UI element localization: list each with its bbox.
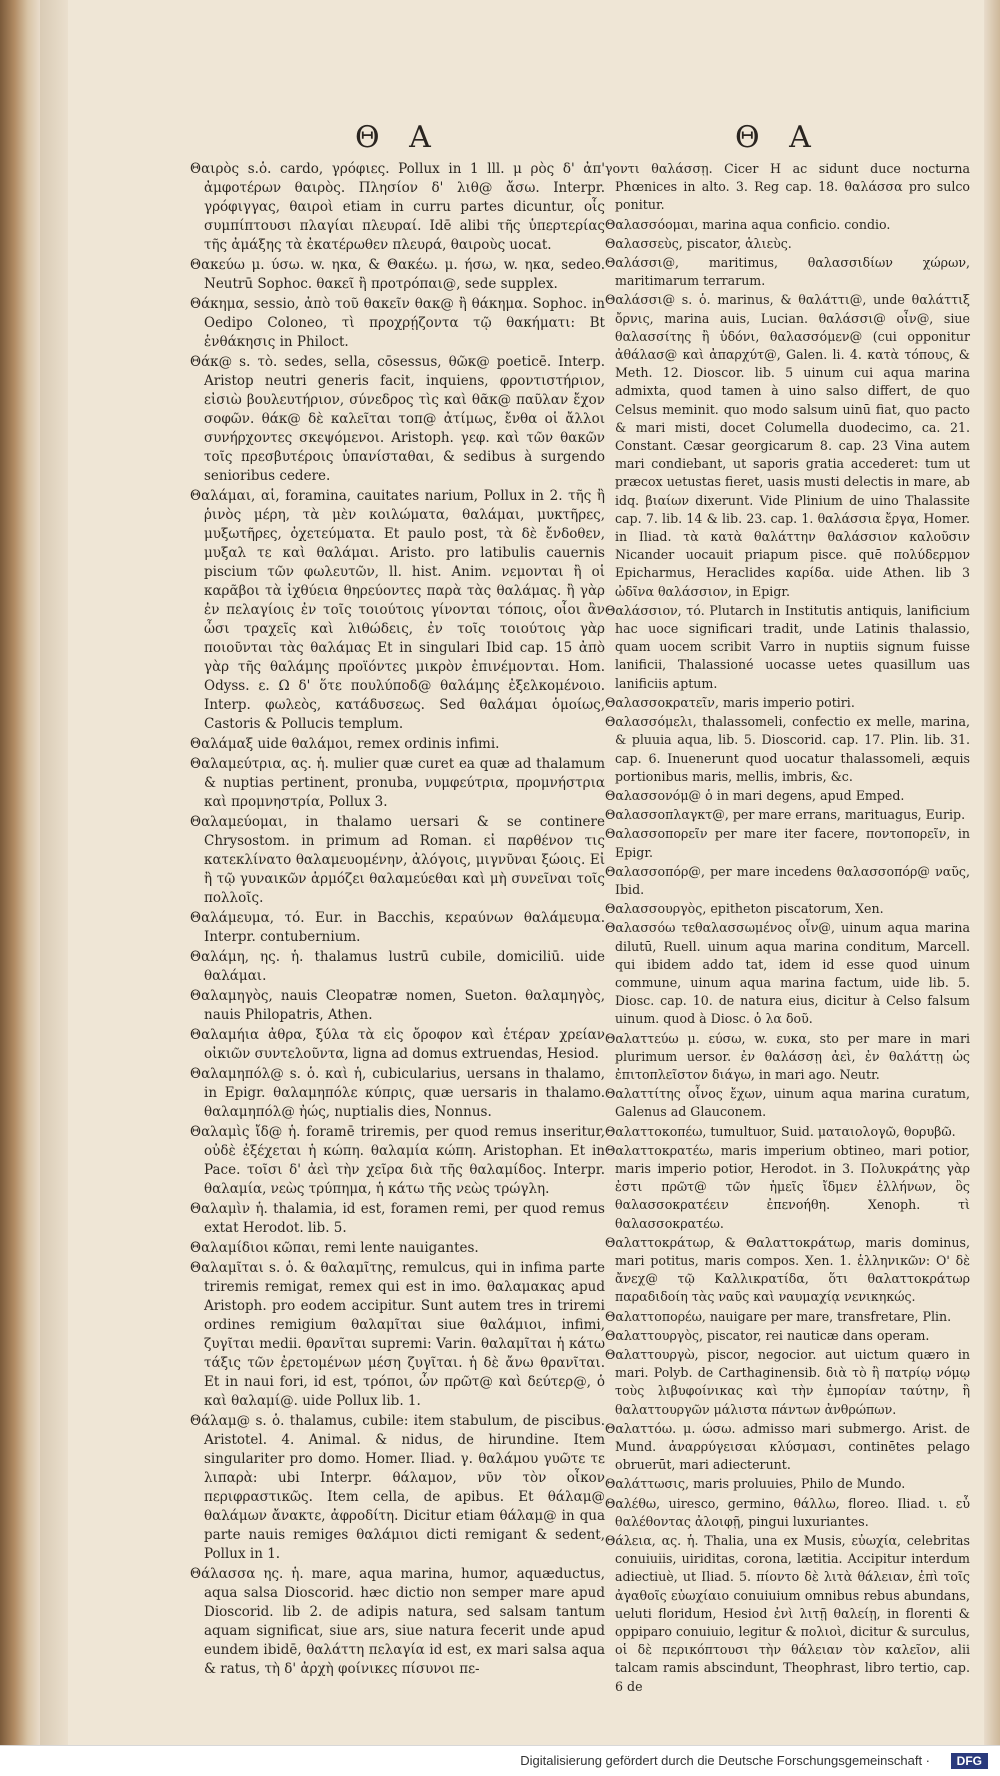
dictionary-entry: Θαλαμήια ἀθρα, ξύλα τὰ εἰς ὄροφον καὶ ἑτέραν χρείαν οἰκιῶν συντελοῦντα, ligna ad domus extruendas, Hesiod. [190,1027,605,1062]
dictionary-entry: Θαλάμαξ uide θαλάμοι, remex ordinis infimi. [190,736,500,752]
page-fore-edge [984,0,1000,1745]
dictionary-entry: Θαλαττίτης οἶνος ἔχων, uinum aqua marina curatum, Galenus ad Glauconem. [605,1086,970,1120]
dictionary-entry: Θάκ@ s. τὸ. sedes, sella, cōsessus, θῶκ@ poeticē. Interp. Aristop neutri generis facit, inquiens, φροντιστήριον, εἰσιὼ βουλευτήριον, σύνεδρος τὶς καὶ θᾶκ@ παῦλαν ἔχον σοφῶν. θάκ@ δὲ καλεῖται τοπ@ ἀτίμως, ἔνθα οἱ ἄλλοι συνήρχοντες σκεψόμενοι. Aristoph. γεφ. καὶ τῶν θακῶν τοῖς πρεσβυτέροις ὑπανίσταθαι, & sedibus à surgendo senioribus cedere. [190,354,605,484]
dictionary-entry: Θαλασσοπορεῖν per mare iter facere, ποντοπορεῖν, in Epigr. [605,826,970,860]
dictionary-entry: Θαλαττοπορέω, nauigare per mare, transfretare, Plin. [605,1308,952,1324]
dictionary-entry: Θαιρὸς s.ὁ. cardo, γρόφιες. Pollux in 1 lll. μ ρὸς δ' ἀπ' ἀμφοτέρων θαιρὸς. Πλησίον δ' λιθ@ ἄσω. Interpr. γρόφιγγας, θαιροὶ etiam in curru partes dicuntur, οἷς συμπίπτουσι πλαγίαι πλευραί. Idē alibi τῆς ὑπερτερίας τῆς ἀμάξης τὰ ἐκατέρωθεν πλευρά, θαιροὺς uocat. [190,161,605,253]
dictionary-entry: Θάλεια, ας. ἡ. Thalia, una ex Musis, εὐωχία, celebritas conuiuiis, uiriditas, corona, lætitia. Accipitur interdum adiectiuè, ut Iliad. 5. πίοντο δὲ λιτὰ θάλειαν, ἐπὶ τοῖς ἀγαθοῖς εὐωχίαιο conuiuium omnibus rebus abundans, ueluti floridum, Hesiod ἐνὶ λιτῇ θαλείῃ, in florenti & oppiparo conuiuio, legitur & πολιοὶ, dicitur & surculus, οἱ δὲ περικόπτουσι τὴν θάλειαν τὸν καλεῖον, alii talcam ramis abscindunt, Theophrast, libro tertio, cap. 6 de [605,1533,970,1694]
dictionary-entry: Θαλάμη, ης. ἡ. thalamus lustrū cubile, domiciliū. uide θαλάμαι. [190,949,605,984]
dictionary-entry: Θαλέθω, uiresco, germino, θάλλω, floreo. Iliad. ι. εὖ θαλέθοντας ἀλοιφῇ, pingui luxuriantes. [605,1495,970,1529]
dictionary-entry: Θαλαμεύομαι, in thalamo uersari & se continere Chrysostom. in primum ad Roman. εἰ παρθένον τις κατεκλίνατο θαλαμευομένην, ἀλόγοις, μιγνῦναι ξώοις. Εἰ ἢ τῷ γυναικῶν ἁρμόζει θαλαμεύεθαι καὶ μὴ συνεῖναι τοῖς πολλοῖς. [190,814,605,906]
left-column [190,160,605,1680]
book-spine [0,0,40,1745]
dictionary-entry: Θαλαττουργὸς, piscator, rei nauticæ dans operam. [605,1327,930,1343]
dictionary-entry: Θάλασσα ης. ἡ. mare, aqua marina, humor, aquæductus, aqua salsa Dioscorid. hæc dictio non semper mare apud Dioscorid. lib 2. de adipis natura, sed salsam tantum aquam significat, siue ars, siue natura fecerit unde apud eundem ibidē, θαλάττη πελαγία id est, ex mari salsa aqua & ratus, τὴ δ' ἀρχὴ φοίνικες πίσυνοι πε- [190,1566,605,1677]
dictionary-entry: Θαλάττωσις, maris proluuies, Philo de Mundo. [605,1476,906,1492]
dictionary-entry: Θαλαμεύτρια, ας. ἡ. mulier quæ curet ea quæ ad thalamum & nuptias pertinent, pronuba, νυμφεύτρια, προμνήστρια καὶ προμνηστρία, Pollux 3. [190,756,605,810]
dictionary-entry: Θαλαττόω. μ. ώσω. admisso mari submergo. Arist. de Mund. ἀναρρύγεισαι κλύσμασι, continētes pelago obruerūt, mari adiecterunt. [605,1420,970,1473]
dictionary-entry: Θαλασσόομαι, marina aqua conficio. condio. [605,216,891,232]
dictionary-entry: Θάλαμ@ s. ὁ. thalamus, cubile: item stabulum, de piscibus. Aristotel. 4. Animal. & nidus, de hirundine. Item singulariter pro domo. Homer. Iliad. γ. θαλάμου γυῶτε τε λιπαρὰ: ubi Interpr. θάλαμον, νῦν τὸν οἶκον περιφραστικῶς. Item cella, de apibus. Et θάλαμ@ θαλάμων ἄνακτε, ἀφροδίτη. Dicitur etiam θάλαμ@ in qua parte nauis remiges θαλάμιοι dicti remigant & sedent, Pollux in 1. [190,1413,605,1562]
digitization-footer [0,1745,1000,1776]
dictionary-entry: Θαλαμὶν ἡ. thalamia, id est, foramen remi, per quod remus extat Herodot. lib. 5. [190,1201,605,1236]
dictionary-entry: Θαλαττεύω μ. εύσω, w. ευκα, sto per mare in mari plurimum uersor. ἐν θαλάσσῃ ἀεὶ, ἐν θαλάττῃ ὡς ἐπιτοπλεῖστον διάγω, in mari ago. Neutr. [605,1030,970,1082]
dfg-logo-icon: DFG [951,1753,988,1769]
dictionary-entry: Θαλαμῖται s. ὁ. & θαλαμῖτης, remulcus, qui in infima parte triremis remigat, remex qui est in imo. θαλαμακας apud Aristoph. pro eodem accipitur. Sunt autem tres in triremi ordines remigium θαλαμῖται siue θαλάμιοι, infimi, ζυγῖται medii. θρανῖται supremi: Varin. θαλαμῖται ἡ κάτω τάξις τῶν ἐρετομένων μέση ζυγῖται. ἡ δὲ ἄνω θρανῖται. Et in naui fori, id est, τρόποι, ὧν πρῶτ@ καὶ δεύτερ@, ὁ καὶ θαλαμί@. uide Pollux lib. 1. [190,1260,605,1409]
dictionary-entry: γοντι θαλάσσῃ. Cicer H ac sidunt duce nocturna Phœnices in alto. 3. Reg cap. 18. θαλάσσα pro sulco ponitur. [605,161,970,213]
right-column [605,160,970,1697]
dictionary-entry: Θαλασσεὺς, piscator, ἁλιεὺς. [605,235,792,251]
dictionary-entry: Θαλαττοκοπέω, tumultuor, Suid. ματαιολογῶ, θορυβῶ. [605,1123,956,1139]
dictionary-entry: Θαλασσόμελι, thalassomeli, confectio ex melle, marina, & pluuia aqua, lib. 5. Dioscorid. cap. 17. Plin. lib. 31. cap. 6. Inuenerunt quod uocatur thalassomeli, æquis portionibus maris, mellis, imbris, &c. [605,714,970,784]
dictionary-entry: Θαλαττουργὼ, piscor, negocior. aut uictum quæro in mari. Polyb. de Carthaginensib. διὰ τὸ ἢ πατρίῳ νόμῳ τοὺς λιβυφοίνικας καὶ τὴν ἐμπορίαν ταύτην, ἢ θαλαττουργῶν μάλιστα πάντων ἀνθρώπων. [605,1347,970,1417]
dictionary-entry: Θαλάσσι@ s. ὁ. marinus, & θαλάττι@, unde θαλάττιξ ὄρνις, marina auis, Lucian. θαλάσσι@ οἶν@, siue θαλασσίτης ἢ ὑδόνι, θαλασσόμεν@ (cui opponitur ἀθάλασ@ καὶ ἀπαρχύτ@, Galen. li. 4. κατὰ τόπους, & Meth. 12. Dioscor. lib. 5 uinum cui aqua marina admixta, quod tamen à uino salso differt, de quo Celsus meminit. quo modo salsum uinū fiat, quo pacto & mari misti, docet Columella duodecimo, ca. 21. Constant. Cæsar georgicarum 8. cap. 23 Vina autem mari condiebant, ut saporis gratia accederet: tum ut præcox uetustas fieret, uasis musti delectis in mare, ab idq. βιαίων dixerunt. Vide Plinium de uino Thalassite cap. 7. lib. 14 & lib. 23. cap. 1. θαλάσσια ἔργα, Homer. in Iliad. τὰ κατὰ θαλάττην θαλάσσιον καλοῦσιν Nicander uocauit priapum pisce. quē πολύδερμον Epicharmus, Heraclides καρίδα. uide Athen. lib 3 ὠδῖνα θαλάσσιον, in Epigr. [605,292,970,599]
dictionary-entry: Θαλασσονόμ@ ὁ in mari degens, apud Emped. [605,787,905,803]
dictionary-entry: Θαλαμίδιοι κῶπαι, remi lente nauigantes. [190,1240,479,1256]
dictionary-entry: Θαλαμὶς ἴδ@ ἡ. foramē triremis, per quod remus inseritur, οὐδὲ ἐξέχεται ἡ κώπη. θαλαμία κώπη. Aristophan. Et in Pace. τοῖσι δ' ἀεὶ τὴν χεῖρα διὰ τῆς θαλαμίδος. Interpr. θαλαμία, νεὼς τρύπημα, ἡ κάτω τῆς νεὼς τρώγλη. [190,1124,605,1197]
dictionary-entry: Θάκημα, sessio, ἀπὸ τοῦ θακεῖν θακ@ ἢ θάκημα. Sophoc. in Oedipo Coloneo, τὶ προχρῄζοντα τῷ θακήματι: Bt ἑνθάκησις in Philoct. [190,296,605,350]
dictionary-entry: Θαλαττοκράτωρ, & Θαλαττοκράτωρ, maris dominus, mari potitus, maris compos. Xen. 1. ἑλληνικῶν: Ο' δὲ ἄνεχ@ τῷ Καλλικρατίδα, ὅτι θαλαττοκράτωρ παραδιδοίη τὰς ναῦς καὶ ναυμαχίᾳ νενικηκώς. [605,1234,970,1305]
dictionary-entry: Θαλάσσιον, τό. Plutarch in Institutis antiquis, lanificium hac uoce significari tradit, unde Latinis thalassio, quam uocem scribit Varro in nuptiis signum fuisse lanificii, Thalassioné uocasse uetes quasillum uas lanificiis aptum. [605,602,970,691]
dictionary-entry: Θακεύω μ. ύσω. w. ηκα, & Θακέω. μ. ήσω, w. ηκα, sedeo. Neutrū Sophoc. θακεῖ ἢ προτρόπαι@, sede supplex. [190,257,605,292]
dictionary-entry: Θαλασσοπόρ@, per mare incedens θαλασσοπόρ@ ναῦς, Ibid. [605,863,970,897]
dictionary-entry: Θαλαττοκρατέω, maris imperium obtineo, mari potior, maris imperio potior, Herodot. in 3. Πολυκράτης γὰρ ἐστι πρῶτ@ τῶν ἡμεῖς ἴδμεν ἑλλήνων, ὃς θαλασσοκρατέειν ἐπενοήθη. Xenoph. τὶ θαλασσοκρατέω. [605,1142,970,1231]
page-gutter [40,0,68,1745]
dictionary-entry: Θαλασσοκρατεῖν, maris imperio potiri. [605,694,855,710]
dictionary-entry: Θαλασσόω τεθαλασσωμένος οἶν@, uinum aqua marina dilutū, Ruell. uinum aqua marina conditum, Marcell. qui ibidem addo tat, idem id esse quod uinum commune, uinum aqua marina factum, uide lib. 5. Diosc. cap. 10. de natura eius, dicitur à Celso falsum uinum. quod à Diosc. ὁ λα δοῦ. [605,920,970,1027]
footer-credit: Digitalisierung gefördert durch die Deutsche Forschungsgemeinschaft · [520,1753,930,1768]
dictionary-entry: Θαλαμηγὸς, nauis Cleopatræ nomen, Sueton. θαλαμηγὸς, nauis Philopatris, Athen. [190,988,605,1023]
dictionary-entry: Θαλαμηπόλ@ s. ὁ. καὶ ἡ, cubicularius, uersans in thalamo, in Epigr. θαλαμηπόλε κύπρις, quæ uersaris in thalamo. θαλαμηπόλ@ ἠώς, nuptialis dies, Nonnus. [190,1066,605,1120]
dictionary-entry: Θαλασσοπλαγκτ@, per mare errans, marituagus, Eurip. [605,807,966,823]
running-header-left: Θ Α [355,120,441,155]
dictionary-entry: Θαλάμαι, αἱ, foramina, cauitates narium, Pollux in 2. τῆς ἢ ῥινὸς μέρη, τὰ μὲν κοιλώματα, θαλάμαι, μυκτῆρες, μυξωτῆρες, ὀχετεύματα. Et paulo post, τὰ δὲ ἔνδοθεν, μυξαλ τε καὶ θαλάμαι. Aristo. pro latibulis cauernis piscium τῶν φωλευτῶν, ll. hist. Anim. νεμονται ἢ οἱ καρᾶβοι τὰ ἰχθύεια θηρεύοντες παρὰ τὰς θαλάμας. ἢ γὰρ ἐν πελαγίοις ἐν τοῖς τοιούτοις γίνονται τόποις, οἷοι ἂν ὦσι τραχεῖς καὶ λιθώδεις, ἐν τοῖς τοιούτοις γὰρ ποιοῦνται τὰς θαλάμας Et in singulari Ibid cap. 15 ἀπὸ γὰρ τῆς θαλάμης προϊόντες μικρὸν ἐπινέμονται. Hom. Odyss. ε. Ω δ' ὅτε πουλύποδ@ θαλάμης ἐξελκομένοιο. Interp. φωλεὸς, κατάδυσεως. Sed θαλάμαι ὁμοίως, Castoris & Pollucis templum. [190,488,605,732]
dictionary-entry: Θαλάσσι@, maritimus, θαλασσιδίων χώρων, maritimarum terrarum. [605,255,970,289]
dictionary-entry: Θαλάμευμα, τό. Eur. in Bacchis, κεραύνων θαλάμευμα. Interpr. contubernium. [190,910,605,945]
dictionary-entry: Θαλασσουργὸς, epitheton piscatorum, Xen. [605,901,884,917]
running-header-right: Θ Α [735,120,821,155]
